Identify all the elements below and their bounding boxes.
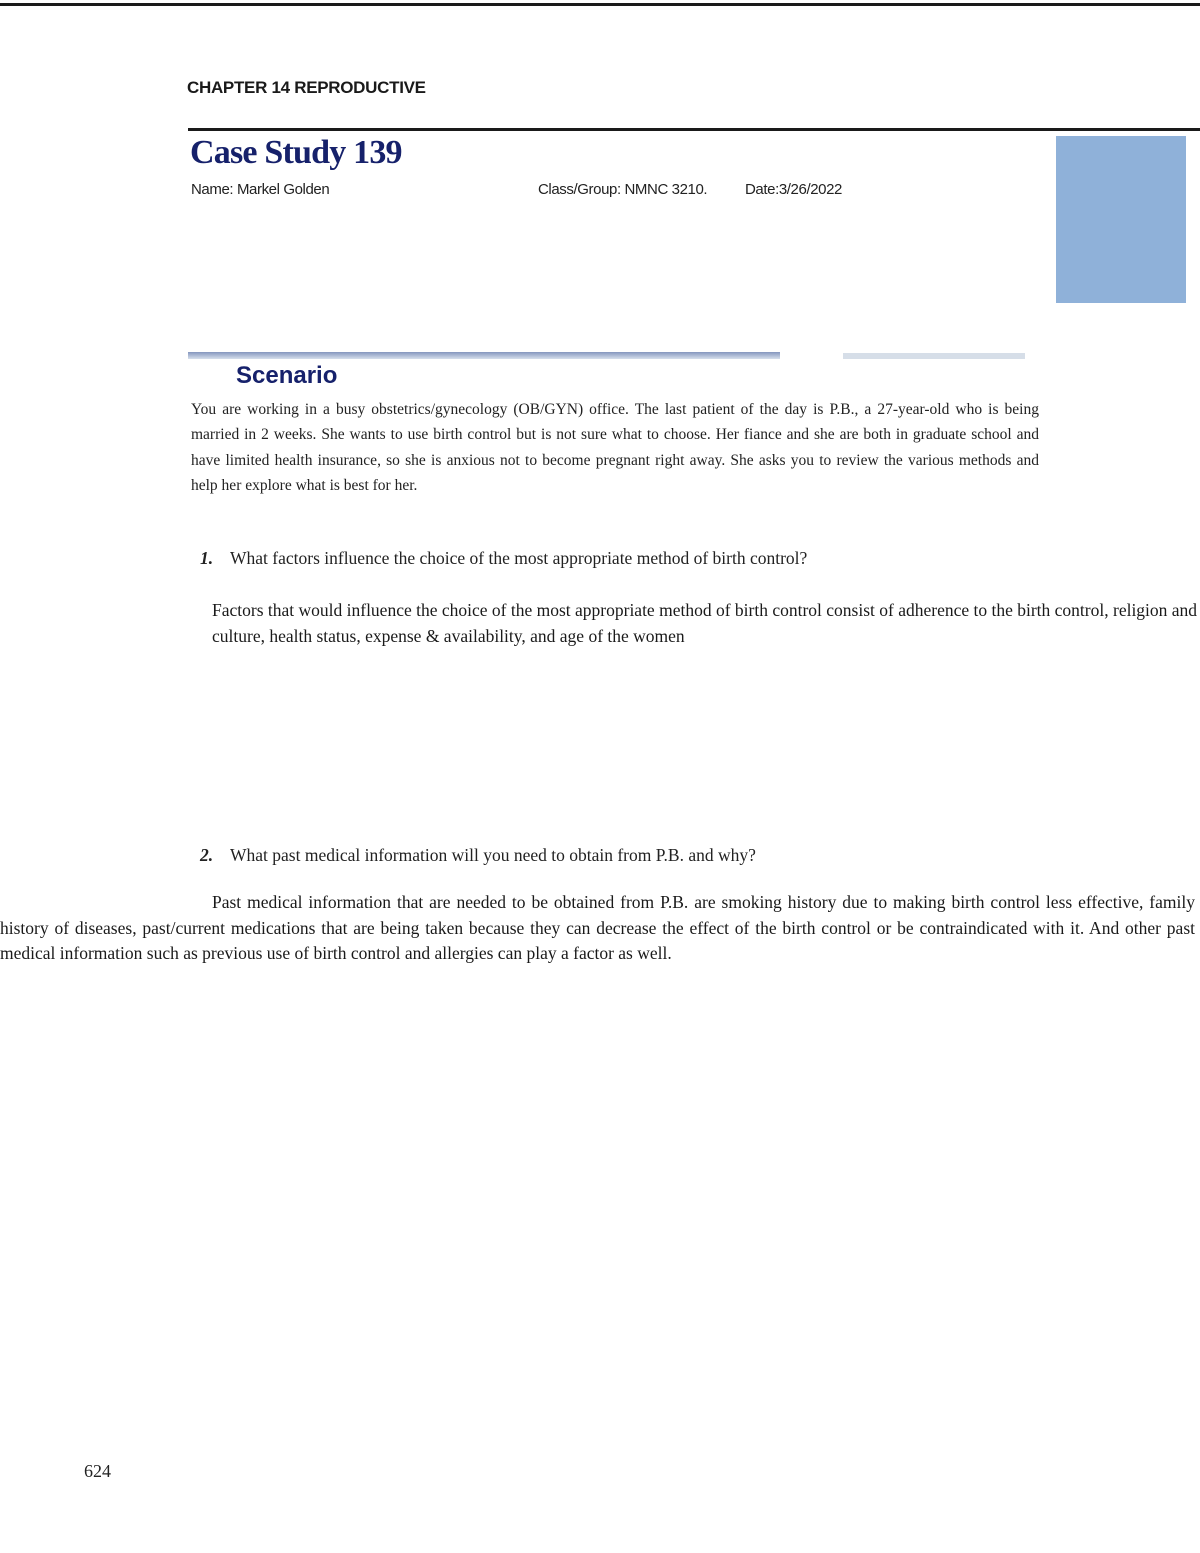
- answer-2: Past medical information that are needed to be obtained from P.B. are smoking history due to making birth control less effective, family history of diseases, past/current medications that are being taken because they can decrease the effect of the birth control or be contraindicated with it. And other past medical information such as previous use of birth control and allergies can play a factor as well.: [0, 892, 1195, 963]
- class-group: Class/Group: NMNC 3210.: [538, 181, 708, 198]
- question-1: [200, 548, 807, 569]
- scenario-heading: Scenario: [236, 362, 338, 389]
- question-number: 2.: [200, 845, 214, 865]
- question-number: 1.: [200, 548, 214, 568]
- top-rule: [0, 3, 1200, 6]
- scenario-divider: [188, 352, 780, 359]
- question-2: [200, 845, 756, 866]
- student-name: Name: Markel Golden: [191, 181, 330, 198]
- photo-placeholder: [1056, 136, 1186, 303]
- scenario-text: You are working in a busy obstetrics/gynecology (OB/GYN) office. The last patient of the day is P.B., a 27-year-old who is being married in 2 weeks. She wants to use birth control but is not sure what to choose. Her fiance and she are both in graduate school and have limited health insurance, so she is anxious not to become pregnant right away. She asks you to review the various methods and help her explore what is best for her.: [191, 401, 1039, 494]
- header-rule: [188, 128, 1200, 131]
- question-text: What past medical information will you need to obtain from P.B. and why?: [230, 845, 756, 865]
- case-study-title: Case Study 139: [190, 134, 402, 171]
- scenario-divider-right: [843, 353, 1025, 359]
- question-text: What factors influence the choice of the most appropriate method of birth control?: [230, 548, 808, 568]
- page-number: 624: [84, 1461, 111, 1481]
- answer-1: Factors that would influence the choice of the most appropriate method of birth control consist of adherence to the birth control, religion and culture, health status, expense & availability, and age of the women: [212, 600, 1198, 646]
- chapter-heading: CHAPTER 14 REPRODUCTIVE: [187, 78, 426, 97]
- date-field: Date:3/26/2022: [745, 181, 842, 198]
